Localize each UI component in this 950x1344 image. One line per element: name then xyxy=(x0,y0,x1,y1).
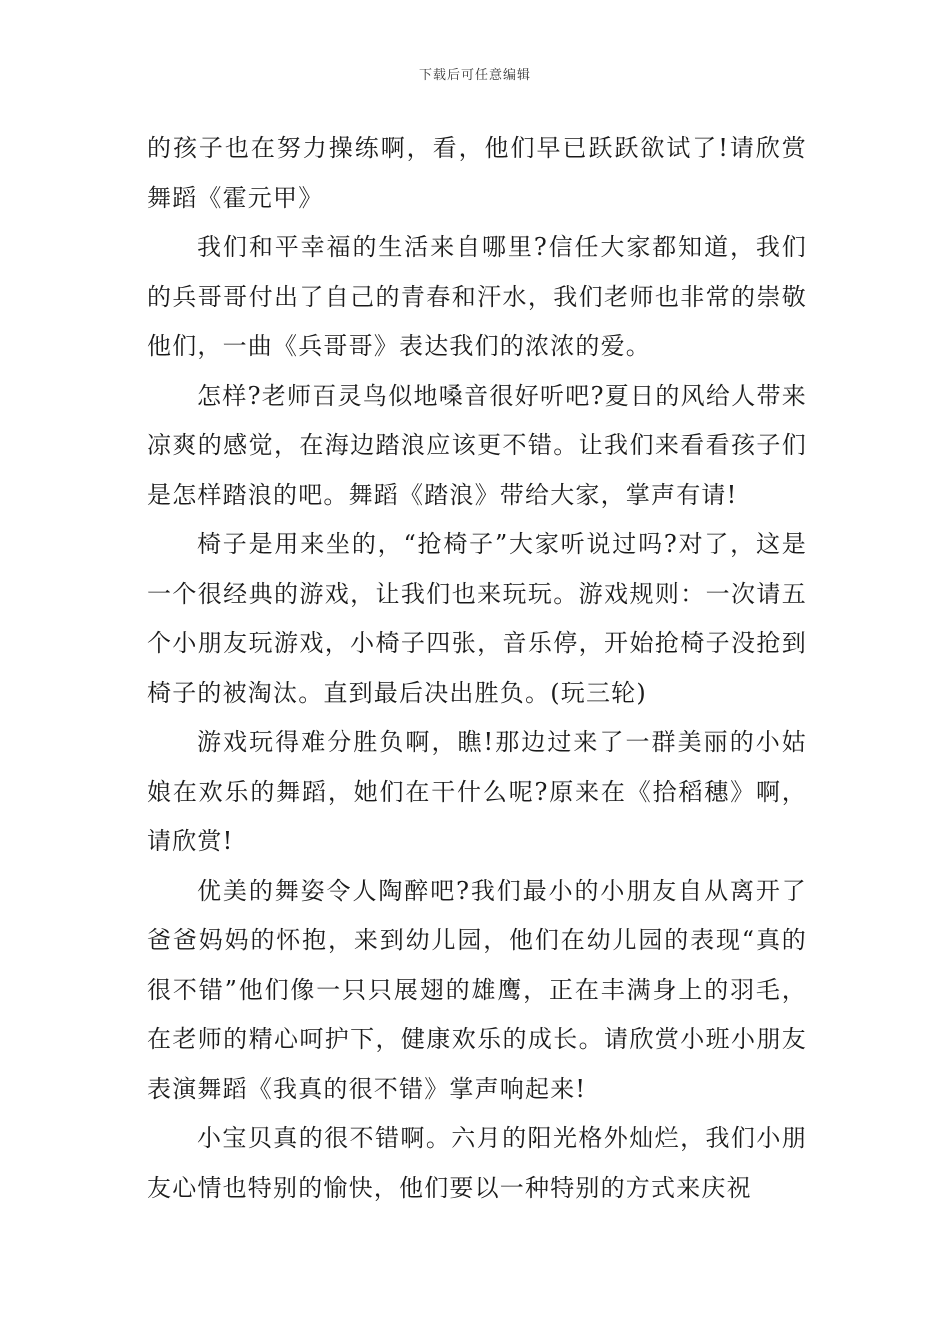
paragraph: 优美的舞姿令人陶醉吧?我们最小的小朋友自从离开了爸爸妈妈的怀抱，来到幼儿园，他们在幼儿园的表现“真的很不错”他们像一只只展翅的雄鹰，正在丰满身上的羽毛，在老师的精心呵护下，健康欢乐的成长。请欣赏小班小朋友表演舞蹈《我真的很不错》掌声响起来! xyxy=(147,876,807,1103)
paragraph: 怎样?老师百灵鸟似地嗓音很好听吧?夏日的风给人带来凉爽的感觉，在海边踏浪应该更不错。让我们来看看孩子们是怎样踏浪的吧。舞蹈《踏浪》带给大家，掌声有请! xyxy=(147,381,807,509)
paragraph: 游戏玩得难分胜负啊，瞧!那边过来了一群美丽的小姑娘在欢乐的舞蹈，她们在干什么呢?原来在《拾稻穗》啊，请欣赏! xyxy=(147,728,807,855)
header-note: 下载后可任意编辑 xyxy=(418,68,531,83)
paragraph: 小宝贝真的很不错啊。六月的阳光格外灿烂，我们小朋友心情也特别的愉快，他们要以一种特别的方式来庆祝 xyxy=(147,1124,807,1202)
paragraph: 我们和平幸福的生活来自哪里?信任大家都知道，我们的兵哥哥付出了自己的青春和汗水，我们老师也非常的崇敬他们，一曲《兵哥哥》表达我们的浓浓的爱。 xyxy=(147,233,807,360)
body-text xyxy=(147,124,807,1213)
paragraph: 的孩子也在努力操练啊，看，他们早已跃跃欲试了!请欣赏舞蹈《霍元甲》 xyxy=(147,134,807,212)
paragraph: 椅子是用来坐的，“抢椅子”大家听说过吗?对了，这是一个很经典的游戏，让我们也来玩玩。游戏规则：一次请五个小朋友玩游戏，小椅子四张，音乐停，开始抢椅子没抢到椅子的被淘汰。直到最后决出胜负。(玩三轮) xyxy=(147,530,807,707)
